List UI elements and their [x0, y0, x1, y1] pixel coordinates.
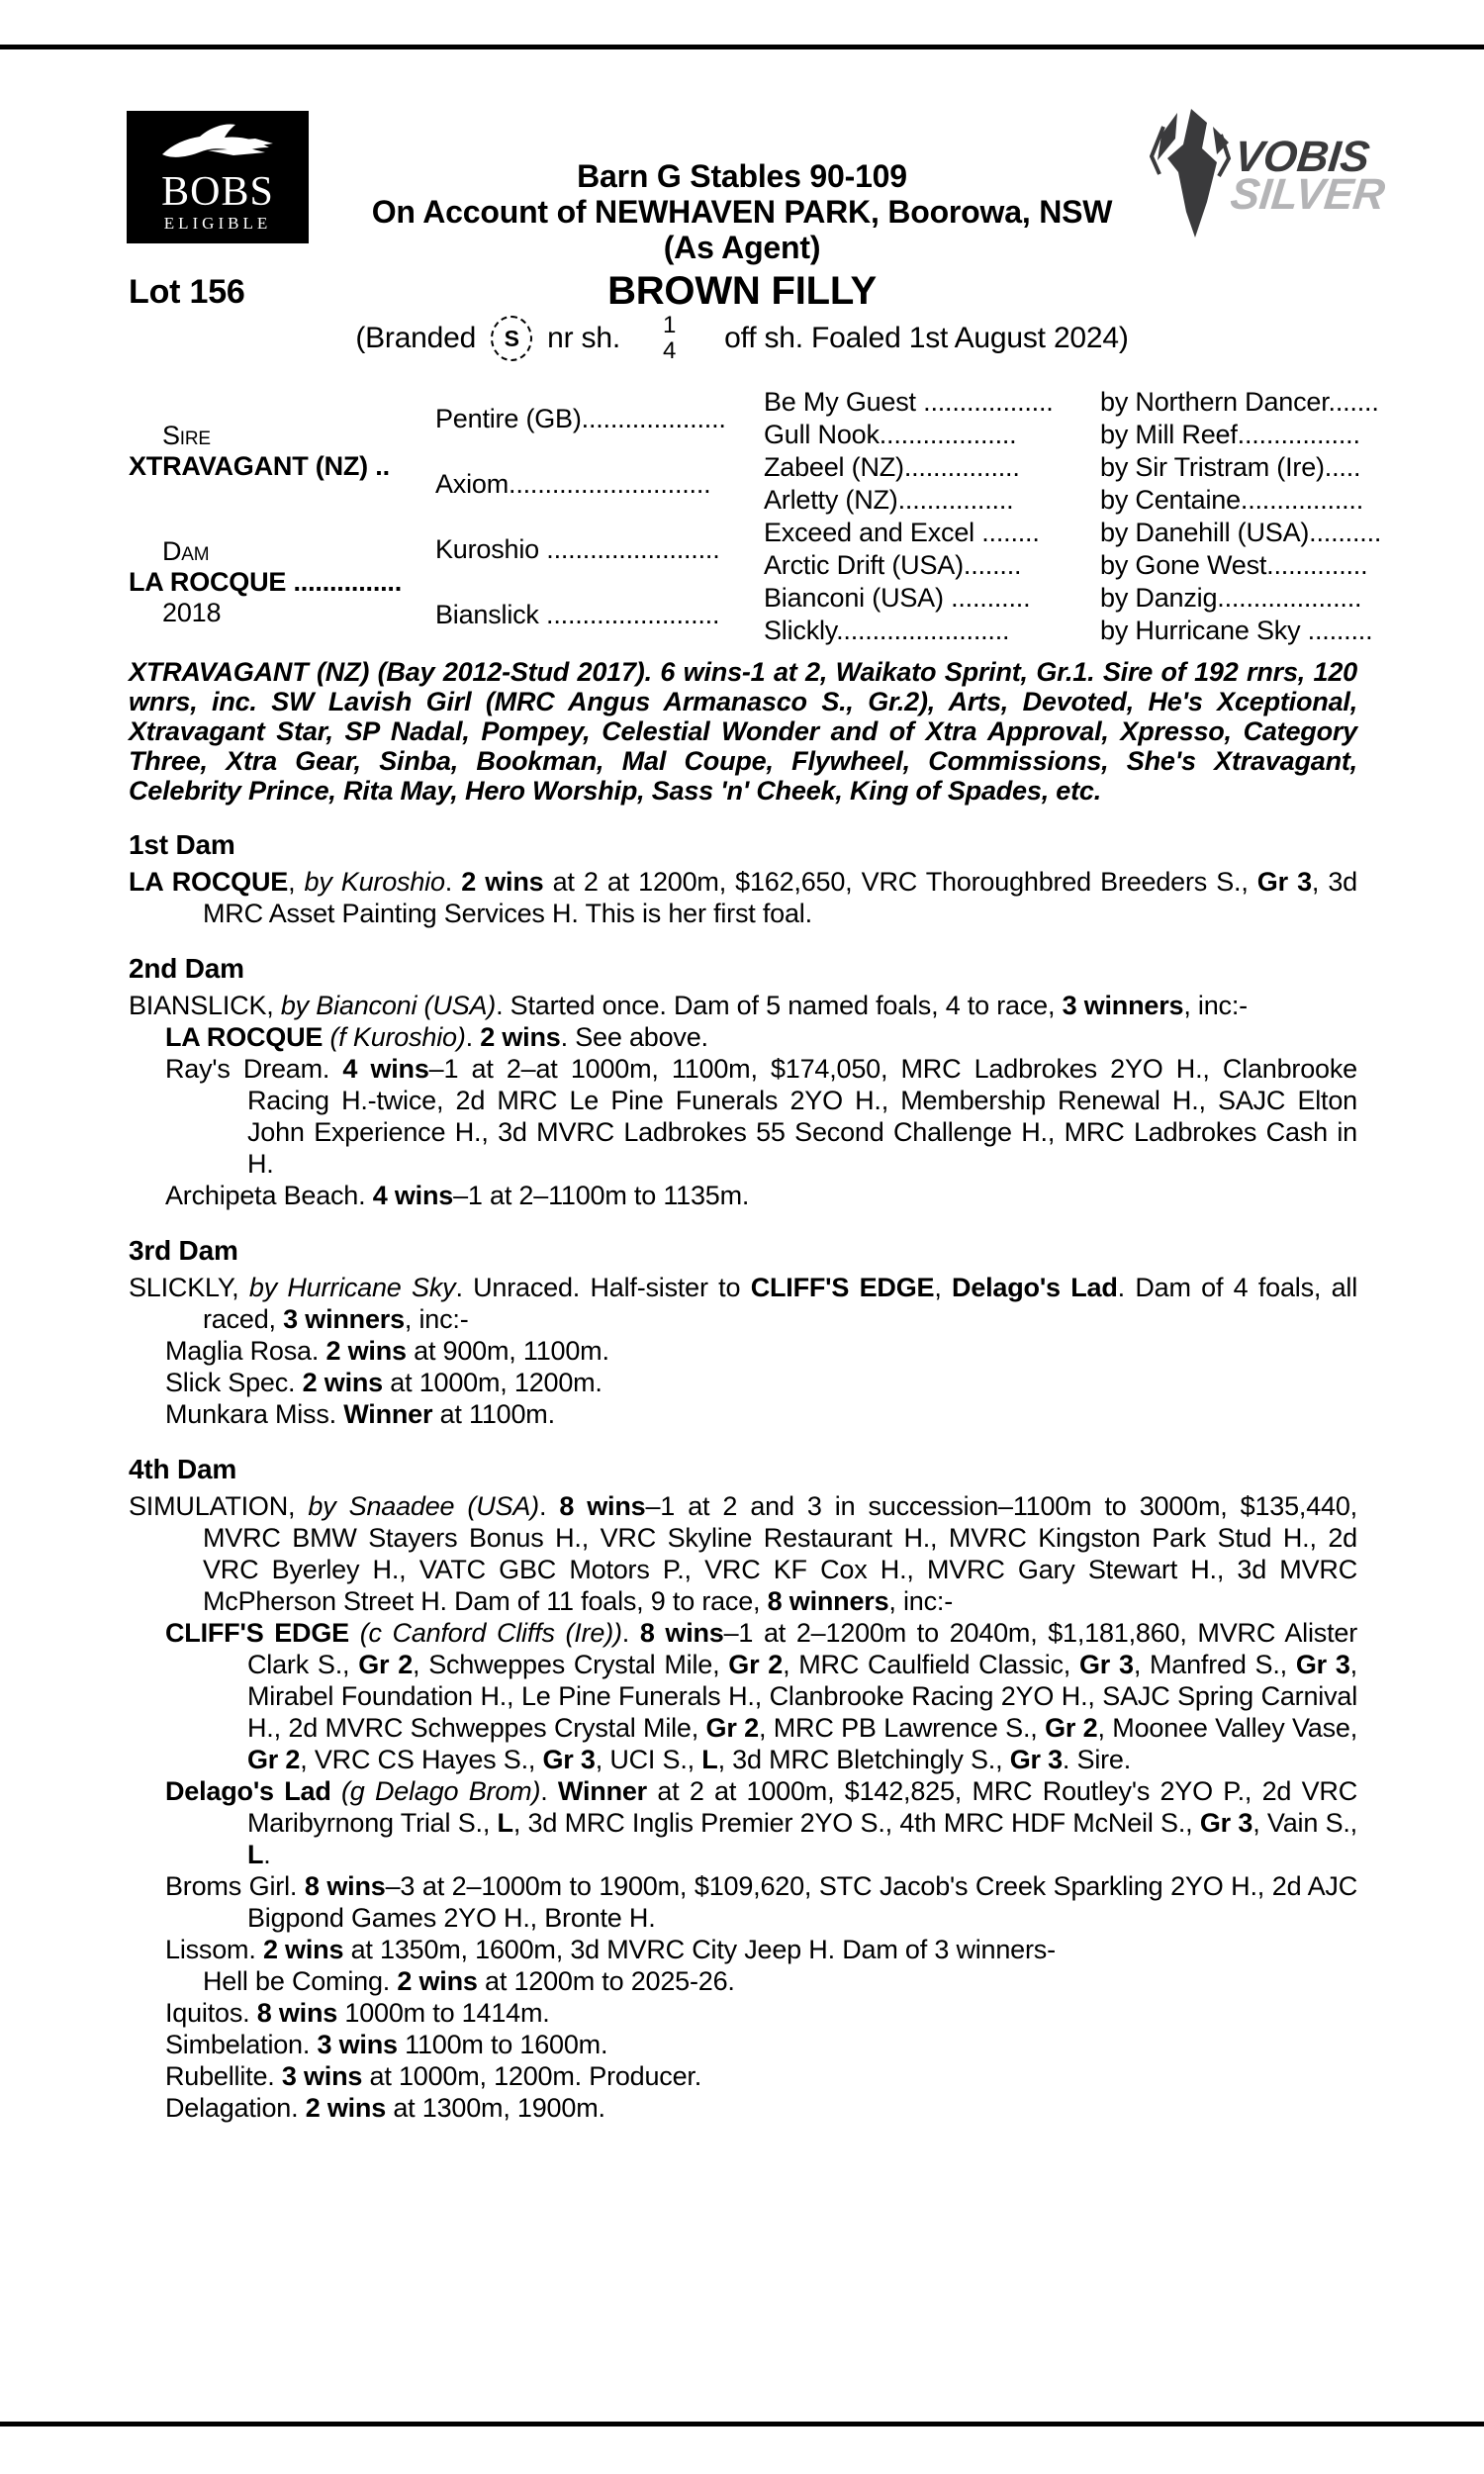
dam-section-2 [129, 953, 1357, 1211]
pedigree-gen4-name: by Hurricane Sky ......... [1100, 616, 1373, 645]
pedigree-entry: LA ROCQUE (f Kuroshio). 2 wins. See above. [165, 1022, 708, 1052]
pedigree-gen3-name: Gull Nook................... [764, 420, 1017, 449]
section-heading-4th-dam: 4th Dam [129, 1454, 237, 1484]
pedigree-gen2-name: Pentire (GB).................... [435, 403, 726, 433]
pedigree-dam-block [129, 536, 435, 628]
pedigree-gen3-name: Slickly........................ [764, 616, 1010, 645]
pedigree-entry: Iquitos. 8 wins 1000m to 1414m. [165, 1998, 550, 2028]
dam-section-1 [129, 829, 1357, 929]
pedigree-table [129, 386, 1385, 647]
pedigree-entry: LA ROCQUE, by Kuroshio. 2 wins at 2 at 1200m, $162,650, VRC Thoroughbred Breeders S., Gr 3, 3d MRC Asset Painting Services H. This is her first foal. [129, 867, 1357, 928]
pedigree-entry: Delagation. 2 wins at 1300m, 1900m. [165, 2093, 605, 2123]
pedigree-entry: Archipeta Beach. 4 wins–1 at 2–1100m to 1135m. [165, 1181, 750, 1210]
catalogue-body [129, 657, 1357, 2124]
pedigree-gen4-name: by Northern Dancer....... [1100, 387, 1379, 417]
pedigree-entry: SLICKLY, by Hurricane Sky. Unraced. Half-sister to CLIFF'S EDGE, Delago's Lad. Dam of 4 foals, all raced, 3 winners, inc:- [129, 1273, 1358, 1334]
pedigree-gen4-name: by Mill Reef................. [1100, 420, 1360, 449]
brand-fraction-top: 1 [662, 312, 677, 338]
pedigree-dam-name: LA ROCQUE ............... [129, 566, 403, 597]
branded-near-side: nr sh. [547, 322, 620, 354]
pedigree-gen4-name: by Danzig.................... [1100, 583, 1362, 613]
pedigree-dam-label: Dam [162, 535, 210, 566]
bobs-logo-title: BOBS [161, 169, 274, 215]
vobis-word: VOBIS [1232, 132, 1372, 181]
pedigree-gen4-name: by Sir Tristram (Ire)..... [1100, 452, 1361, 482]
pedigree-gen4-name: by Centaine................. [1100, 485, 1364, 515]
consignor-block [247, 158, 1237, 265]
section-heading-1st-dam: 1st Dam [129, 829, 235, 860]
pedigree-entry: SIMULATION, by Snaadee (USA). 8 wins–1 at 2 and 3 in succession–1100m to 3000m, $135,440, MVRC BMW Stayers Bonus H., VRC Skyline Restaurant H., MVRC Kingston Park Stud H., 2d VRC Byerley H., VATC GBC Motors P., VRC KF Cox H., MVRC Gary Stewart H., 3d MVRC McPherson Street H. Dam of 11 foals, 9 to race, 8 winners, inc:- [129, 1491, 1357, 1616]
dam-section-3 [129, 1235, 1357, 1430]
pedigree-entry: Ray's Dream. 4 wins–1 at 2–at 1000m, 1100m, $174,050, MRC Ladbrokes 2YO H., Clanbrooke Racing H.-twice, 2d MRC Le Pine Funerals 2YO H., Membership Renewal H., SAJC Elton John Experience H., 3d MVRC Ladbrokes 55 Second Challenge H., MRC Ladbrokes Cash in H. [165, 1054, 1357, 1179]
vobis-horse-icon [1150, 105, 1233, 246]
lot-number: Lot 156 [129, 273, 245, 311]
consignor-account-line: On Account of NEWHAVEN PARK, Boorowa, NSW [371, 194, 1113, 230]
vobis-silver-logo [1150, 105, 1397, 246]
top-rule [0, 45, 1484, 49]
brand-fraction [663, 313, 676, 364]
brand-mark-icon: S [491, 316, 532, 361]
bobs-logo-subtitle: ELIGIBLE [163, 214, 272, 233]
pedigree-entry: Broms Girl. 8 wins–3 at 2–1000m to 1900m, $109,620, STC Jacob's Creek Sparkling 2YO H., 2d AJC Bigpond Games 2YO H., Bronte H. [165, 1871, 1357, 1933]
pedigree-entry: Munkara Miss. Winner at 1100m. [165, 1399, 555, 1429]
pedigree-sire-label: Sire [162, 421, 211, 450]
consignor-agent-line: (As Agent) [663, 230, 821, 265]
pedigree-gen4-name: by Gone West.............. [1100, 550, 1368, 580]
pedigree-entry: Maglia Rosa. 2 wins at 900m, 1100m. [165, 1336, 609, 1366]
vobis-wordmark [1228, 132, 1390, 219]
pedigree-sire-name: XTRAVAGANT (NZ) .. [129, 451, 390, 481]
pedigree-gen2-name: Kuroshio ........................ [435, 533, 720, 564]
dam-section-4 [129, 1454, 1357, 2124]
pedigree-gen4-name: by Danehill (USA).......... [1100, 518, 1382, 547]
pedigree-entry: Lissom. 2 wins at 1350m, 1600m, 3d MVRC City Jeep H. Dam of 3 winners- [165, 1935, 1056, 1964]
pedigree-gen3-name: Arletty (NZ)................ [764, 485, 1014, 515]
brand-fraction-bottom: 4 [662, 337, 677, 364]
pedigree-gen3-name: Bianconi (USA) ........... [764, 583, 1031, 613]
pedigree-gen3-name: Zabeel (NZ)................ [764, 452, 1020, 482]
pedigree-entry: Slick Spec. 2 wins at 1000m, 1200m. [165, 1368, 603, 1397]
silver-word: SILVER [1228, 169, 1387, 219]
pedigree-gen3-name: Arctic Drift (USA)........ [764, 550, 1022, 580]
pedigree-entry: Rubellite. 3 wins at 1000m, 1200m. Producer. [165, 2061, 702, 2091]
pedigree-entry: BIANSLICK, by Bianconi (USA). Started once. Dam of 5 named foals, 4 to race, 3 winners, inc:- [129, 991, 1248, 1020]
branded-line [0, 307, 1484, 370]
pedigree-entry: CLIFF'S EDGE (c Canford Cliffs (Ire)). 8 wins–1 at 2–1200m to 2040m, $1,181,860, MVRC Alister Clark S., Gr 2, Schweppes Crystal Mile, Gr 2, MRC Caulfield Classic, Gr 3, Manfred S., Gr 3, Mirabel Foundation H., Le Pine Funerals H., Clanbrooke Racing 2YO H., SAJC Spring Carnival H., 2d MVRC Schweppes Crystal Mile, Gr 2, MRC PB Lawrence S., Gr 2, Moonee Valley Vase, Gr 2, VRC CS Hayes S., Gr 3, UCI S., L, 3d MRC Bletchingly S., Gr 3. Sire. [165, 1618, 1358, 1774]
branded-suffix: off sh. Foaled 1st August 2024) [724, 322, 1129, 354]
consignor-barn-line: Barn G Stables 90-109 [577, 158, 907, 194]
branded-prefix: (Branded [355, 322, 477, 354]
pedigree-dam-year: 2018 [162, 597, 222, 627]
page-title: BROWN FILLY [607, 269, 877, 313]
pedigree-gen2-name: Axiom............................ [435, 468, 711, 499]
pedigree-entry: Hell be Coming. 2 wins at 1200m to 2025-26. [203, 1966, 735, 1996]
pedigree-entry: Simbelation. 3 wins 1100m to 1600m. [165, 2030, 608, 2059]
pedigree-gen2-name: Bianslick ........................ [435, 599, 720, 629]
pedigree-sire-block [129, 421, 435, 482]
section-heading-3rd-dam: 3rd Dam [129, 1235, 238, 1266]
section-heading-2nd-dam: 2nd Dam [129, 953, 244, 984]
pedigree-gen3-name: Be My Guest .................. [764, 387, 1054, 417]
pedigree-gen3-name: Exceed and Excel ........ [764, 518, 1040, 547]
sire-summary-paragraph: XTRAVAGANT (NZ) (Bay 2012-Stud 2017). 6 wins-1 at 2, Waikato Sprint, Gr.1. Sire of 192 rnrs, 120 wnrs, inc. SW Lavish Girl (MRC Angus Armanasco S., Gr.2), Arts, Devoted, He's Xceptional, Xtravagant Star, SP Nadal, Pompey, Celestial Wonder and of Xtra Approval, Xpresso, Category Three, Xtra Gear, Sinba, Bookman, Mal Coupe, Flywheel, Commissions, She's Xtravagant, Celebrity Prince, Rita May, Hero Worship, Sass 'n' Cheek, King of Spades, etc. [129, 657, 1357, 806]
bottom-rule [0, 2422, 1484, 2426]
pedigree-entry: Delago's Lad (g Delago Brom). Winner at 2 at 1000m, $142,825, MRC Routley's 2YO P., 2d VRC Maribyrnong Trial S., L, 3d MRC Inglis Premier 2YO S., 4th MRC HDF McNeil S., Gr 3, Vain S., L. [165, 1776, 1358, 1869]
